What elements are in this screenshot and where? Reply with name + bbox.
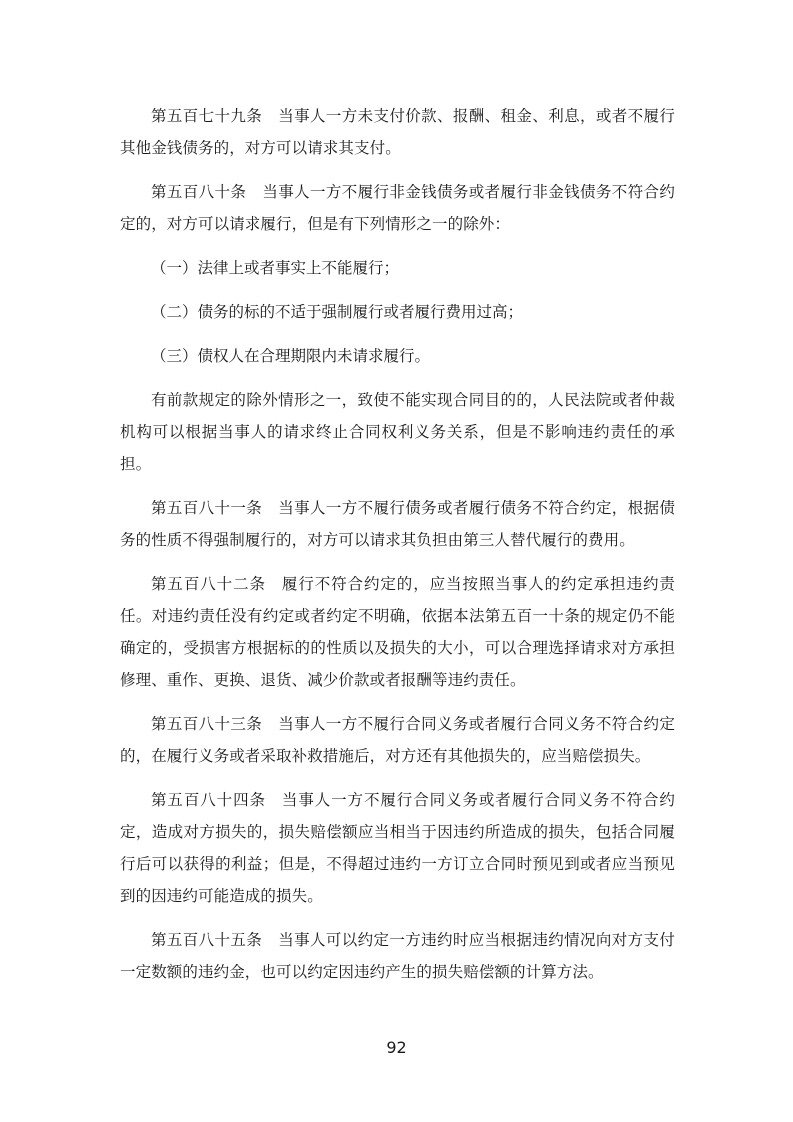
article-text: 当事人可以约定一方违约时应当根据违约情况向对方支付一定数额的违约金，也可以约定因违约产生的损失赔偿额的计算方法。 (120, 931, 675, 981)
article-584 (120, 784, 675, 912)
page-number: 92 (386, 1038, 407, 1057)
article-number: 第五百八十二条 (151, 575, 266, 593)
article-text: 当事人一方不履行合同义务或者履行合同义务不符合约定，造成对方损失的，损失赔偿额应当相当于因违约所造成的损失，包括合同履行后可以获得的利益；但是，不得超过违约一方订立合同时预见到或者应当预见到的因违约可能造成的损失。 (120, 791, 676, 905)
article-580-paragraph-2: 有前款规定的除外情形之一，致使不能实现合同目的的，人民法院或者仲裁机构可以根据当事人的请求终止合同权利义务关系，但是不影响违约责任的承担。 (120, 391, 675, 473)
article-585 (120, 924, 675, 988)
article-583 (120, 708, 675, 772)
article-text: 当事人一方不履行合同义务或者履行合同义务不符合约定的，在履行义务或者采取补救措施后，对方还有其他损失的，应当赔偿损失。 (120, 715, 675, 765)
document-body (120, 100, 675, 1000)
article-581 (120, 492, 675, 556)
article-text: 履行不符合约定的，应当按照当事人的约定承担违约责任。对违约责任没有约定或者约定不明确，依据本法第五百一十条的规定仍不能确定的，受损害方根据标的的性质以及损失的大小，可以合理选择请求对方承担修理、重作、更换、退货、减少价款或者报酬等违约责任。 (120, 575, 676, 689)
article-582 (120, 568, 675, 696)
article-text: 当事人一方未支付价款、报酬、租金、利息，或者不履行其他金钱债务的，对方可以请求其支付。 (120, 107, 675, 157)
list-item-2: （二）债务的标的不适于强制履行或者履行费用过高； (151, 303, 524, 321)
article-580 (120, 176, 675, 240)
article-number: 第五百八十条 (151, 183, 247, 201)
article-579 (120, 100, 675, 164)
list-item-1: （一）法律上或者事实上不能履行； (151, 259, 400, 277)
article-number: 第五百八十五条 (151, 931, 263, 949)
article-number: 第五百七十九条 (151, 107, 263, 125)
article-text: 当事人一方不履行债务或者履行债务不符合约定，根据债务的性质不得强制履行的，对方可以请求其负担由第三人替代履行的费用。 (120, 499, 675, 549)
article-number: 第五百八十一条 (151, 499, 263, 517)
list-item-3: （三）债权人在合理期限内未请求履行。 (151, 347, 431, 365)
article-number: 第五百八十四条 (151, 791, 266, 809)
article-number: 第五百八十三条 (151, 715, 263, 733)
article-text: 当事人一方不履行非金钱债务或者履行非金钱债务不符合约定的，对方可以请求履行，但是有下列情形之一的除外： (120, 183, 675, 233)
